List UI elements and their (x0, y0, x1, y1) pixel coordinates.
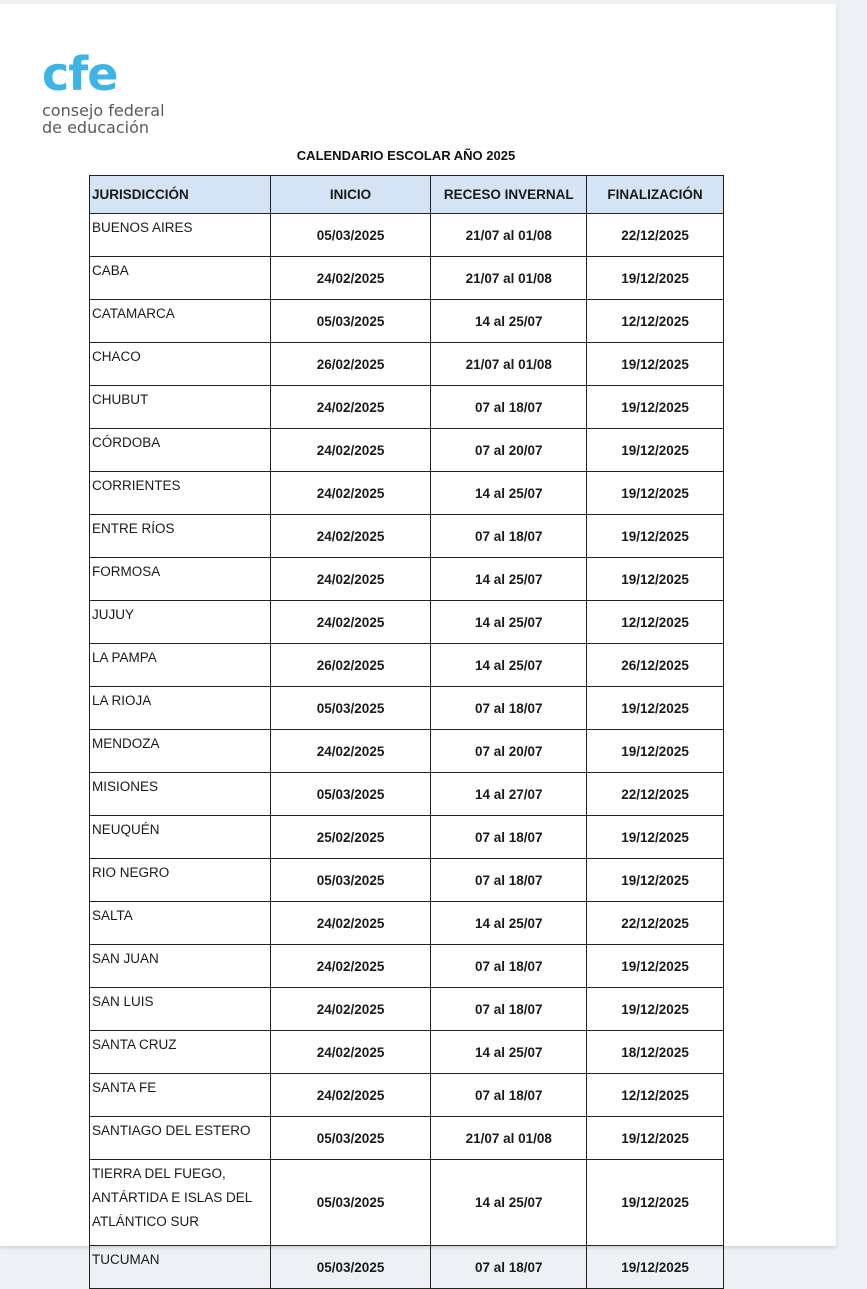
cell-jurisdiccion: SANTIAGO DEL ESTERO (90, 1117, 271, 1160)
cell-inicio: 24/02/2025 (270, 515, 431, 558)
cell-inicio: 24/02/2025 (270, 988, 431, 1031)
cell-inicio: 24/02/2025 (270, 601, 431, 644)
cell-jurisdiccion: SANTA CRUZ (90, 1031, 271, 1074)
table-row (90, 1160, 724, 1246)
cell-receso: 14 al 25/07 (431, 644, 587, 687)
cell-finalizacion: 19/12/2025 (587, 1246, 724, 1289)
cell-finalizacion: 26/12/2025 (587, 644, 724, 687)
cell-receso: 14 al 25/07 (431, 300, 587, 343)
cell-jurisdiccion: MENDOZA (90, 730, 271, 773)
header-inicio: INICIO (270, 176, 431, 214)
cell-jurisdiccion: CABA (90, 257, 271, 300)
cfe-logo (42, 47, 165, 137)
cell-jurisdiccion: BUENOS AIRES (90, 214, 271, 257)
cell-jurisdiccion: SALTA (90, 902, 271, 945)
table-row (90, 429, 724, 472)
cell-inicio: 24/02/2025 (270, 945, 431, 988)
cell-jurisdiccion: MISIONES (90, 773, 271, 816)
jurisdiccion-line: ANTÁRTIDA E ISLAS DEL (92, 1190, 253, 1205)
table-row (90, 214, 724, 257)
table-row (90, 558, 724, 601)
cell-finalizacion: 19/12/2025 (587, 472, 724, 515)
table-row (90, 816, 724, 859)
cell-jurisdiccion: CATAMARCA (90, 300, 271, 343)
cell-receso: 14 al 27/07 (431, 773, 587, 816)
table-row (90, 343, 724, 386)
cell-finalizacion: 19/12/2025 (587, 816, 724, 859)
table-row (90, 945, 724, 988)
cell-finalizacion: 19/12/2025 (587, 730, 724, 773)
cell-jurisdiccion: SAN LUIS (90, 988, 271, 1031)
cell-inicio: 24/02/2025 (270, 730, 431, 773)
cell-inicio: 24/02/2025 (270, 558, 431, 601)
table-row (90, 773, 724, 816)
cell-finalizacion: 19/12/2025 (587, 988, 724, 1031)
cell-finalizacion: 22/12/2025 (587, 773, 724, 816)
cell-finalizacion: 19/12/2025 (587, 1117, 724, 1160)
cell-receso: 14 al 25/07 (431, 558, 587, 601)
cell-jurisdiccion: SANTA FE (90, 1074, 271, 1117)
cell-finalizacion: 18/12/2025 (587, 1031, 724, 1074)
table-row (90, 257, 724, 300)
cell-jurisdiccion: RIO NEGRO (90, 859, 271, 902)
cell-inicio: 25/02/2025 (270, 816, 431, 859)
cell-inicio: 24/02/2025 (270, 1031, 431, 1074)
cell-inicio: 05/03/2025 (270, 1160, 431, 1246)
cell-inicio: 05/03/2025 (270, 773, 431, 816)
cell-jurisdiccion: FORMOSA (90, 558, 271, 601)
table-row (90, 1031, 724, 1074)
cell-receso: 21/07 al 01/08 (431, 214, 587, 257)
cell-receso: 07 al 18/07 (431, 687, 587, 730)
cell-jurisdiccion: CHUBUT (90, 386, 271, 429)
cell-finalizacion: 19/12/2025 (587, 386, 724, 429)
jurisdiccion-line: ATLÁNTICO SUR (92, 1214, 200, 1229)
table-row (90, 601, 724, 644)
cell-receso: 14 al 25/07 (431, 1160, 587, 1246)
cell-inicio: 24/02/2025 (270, 429, 431, 472)
logo-mark: cfe (42, 47, 118, 101)
cell-jurisdiccion: CÓRDOBA (90, 429, 271, 472)
cell-inicio: 26/02/2025 (270, 644, 431, 687)
table-row (90, 1246, 724, 1289)
cell-jurisdiccion: CORRIENTES (90, 472, 271, 515)
table-row (90, 472, 724, 515)
cell-inicio: 24/02/2025 (270, 1074, 431, 1117)
cell-receso: 14 al 25/07 (431, 601, 587, 644)
cell-receso: 07 al 18/07 (431, 386, 587, 429)
cell-jurisdiccion (90, 1160, 271, 1246)
cell-receso: 07 al 18/07 (431, 859, 587, 902)
cell-receso: 07 al 18/07 (431, 515, 587, 558)
logo-line-2: de educación (42, 118, 149, 137)
cell-jurisdiccion: CHACO (90, 343, 271, 386)
cell-receso: 07 al 18/07 (431, 945, 587, 988)
cell-inicio: 05/03/2025 (270, 1117, 431, 1160)
cell-finalizacion: 19/12/2025 (587, 558, 724, 601)
table-row (90, 730, 724, 773)
cell-jurisdiccion: ENTRE RÍOS (90, 515, 271, 558)
cell-inicio: 24/02/2025 (270, 902, 431, 945)
cell-receso: 21/07 al 01/08 (431, 343, 587, 386)
cell-finalizacion: 12/12/2025 (587, 1074, 724, 1117)
cell-finalizacion: 19/12/2025 (587, 429, 724, 472)
cell-jurisdiccion: LA RIOJA (90, 687, 271, 730)
cell-inicio: 05/03/2025 (270, 1246, 431, 1289)
table-row (90, 1074, 724, 1117)
table-row (90, 386, 724, 429)
cell-finalizacion: 19/12/2025 (587, 343, 724, 386)
cell-receso: 14 al 25/07 (431, 902, 587, 945)
table-row (90, 687, 724, 730)
cell-finalizacion: 19/12/2025 (587, 257, 724, 300)
cell-inicio: 05/03/2025 (270, 214, 431, 257)
cell-inicio: 24/02/2025 (270, 472, 431, 515)
cell-finalizacion: 19/12/2025 (587, 1160, 724, 1246)
table-row (90, 300, 724, 343)
cell-receso: 07 al 18/07 (431, 816, 587, 859)
cell-receso: 07 al 20/07 (431, 730, 587, 773)
table-row (90, 902, 724, 945)
cell-jurisdiccion: SAN JUAN (90, 945, 271, 988)
cell-finalizacion: 19/12/2025 (587, 687, 724, 730)
table-header-row (90, 176, 724, 214)
cell-finalizacion: 12/12/2025 (587, 300, 724, 343)
cell-inicio: 26/02/2025 (270, 343, 431, 386)
logo-line-1: consejo federal (42, 101, 165, 120)
cell-inicio: 05/03/2025 (270, 300, 431, 343)
document-title: CALENDARIO ESCOLAR AÑO 2025 (296, 148, 516, 163)
cell-finalizacion: 19/12/2025 (587, 945, 724, 988)
table-row (90, 1117, 724, 1160)
cell-receso: 07 al 18/07 (431, 1074, 587, 1117)
cell-inicio: 05/03/2025 (270, 859, 431, 902)
cell-jurisdiccion: TUCUMAN (90, 1246, 271, 1289)
jurisdiccion-line: TIERRA DEL FUEGO, (92, 1166, 226, 1181)
cell-jurisdiccion: NEUQUÉN (90, 816, 271, 859)
cell-receso: 07 al 18/07 (431, 988, 587, 1031)
cell-receso: 07 al 18/07 (431, 1246, 587, 1289)
cell-receso: 21/07 al 01/08 (431, 1117, 587, 1160)
cell-receso: 21/07 al 01/08 (431, 257, 587, 300)
cell-jurisdiccion: LA PAMPA (90, 644, 271, 687)
cell-finalizacion: 19/12/2025 (587, 515, 724, 558)
table-row (90, 515, 724, 558)
header-jurisdiccion: JURISDICCIÓN (90, 176, 271, 214)
cell-finalizacion: 19/12/2025 (587, 859, 724, 902)
cell-finalizacion: 22/12/2025 (587, 214, 724, 257)
table-row (90, 859, 724, 902)
cell-receso: 14 al 25/07 (431, 472, 587, 515)
table-row (90, 988, 724, 1031)
logo-text (42, 102, 165, 136)
table-body (90, 214, 724, 1289)
header-receso: RECESO INVERNAL (431, 176, 587, 214)
cell-inicio: 24/02/2025 (270, 386, 431, 429)
header-finalizacion: FINALIZACIÓN (587, 176, 724, 214)
cell-inicio: 05/03/2025 (270, 687, 431, 730)
cell-jurisdiccion: JUJUY (90, 601, 271, 644)
cell-receso: 07 al 20/07 (431, 429, 587, 472)
table-row (90, 644, 724, 687)
school-calendar-table (89, 175, 724, 1289)
cell-finalizacion: 22/12/2025 (587, 902, 724, 945)
cell-finalizacion: 12/12/2025 (587, 601, 724, 644)
cell-receso: 14 al 25/07 (431, 1031, 587, 1074)
cell-inicio: 24/02/2025 (270, 257, 431, 300)
